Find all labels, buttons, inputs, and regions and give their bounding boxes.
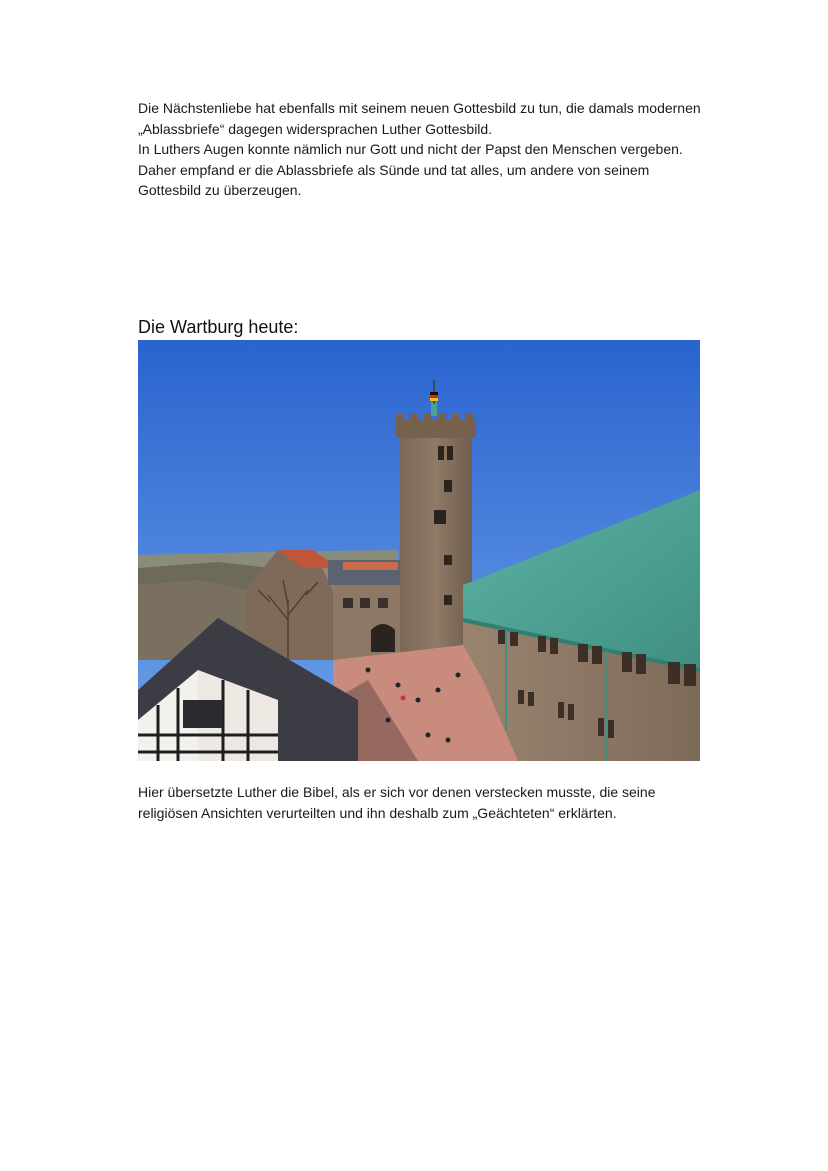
paragraph-1: Die Nächstenliebe hat ebenfalls mit seinem neuen Gottesbild zu tun, die damals modernen „Ablassbriefe“ dagegen widersprachen Luther Gottesbild. bbox=[138, 100, 701, 137]
tower bbox=[400, 432, 472, 660]
section-heading: Die Wartburg heute: bbox=[138, 317, 299, 337]
wartburg-photo bbox=[138, 340, 700, 761]
paragraph-3: Daher empfand er die Ablassbriefe als Sünde und tat alles, um andere von seinem Gottesbild zu überzeugen. bbox=[138, 161, 650, 198]
paragraph-2: In Luthers Augen konnte nämlich nur Gott und nicht der Papst den Menschen vergeben. bbox=[138, 141, 683, 157]
photo-caption bbox=[138, 782, 713, 823]
caption-text: Hier übersetzte Luther die Bibel, als er sich vor denen verstecken musste, die seine religiösen Ansichten verurteilten und ihn deshalb zum „Geächteten“ erklärten. bbox=[138, 784, 656, 821]
intro-text bbox=[138, 98, 708, 201]
